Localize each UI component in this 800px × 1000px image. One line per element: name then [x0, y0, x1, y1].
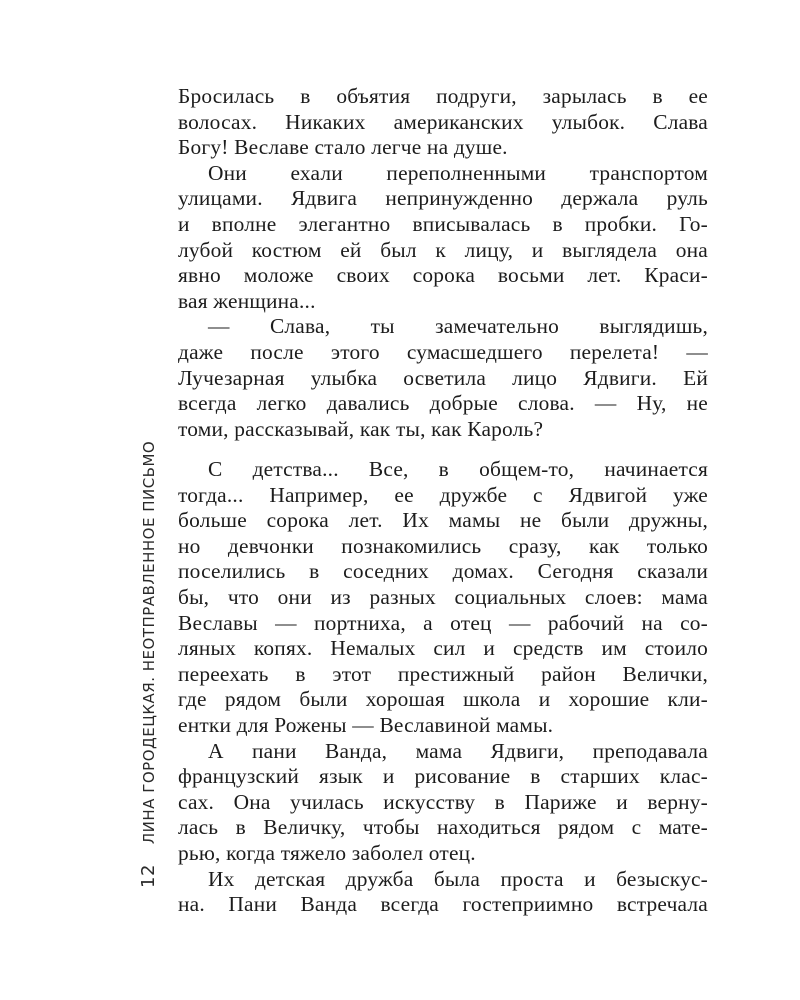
text-block-1: [178, 84, 708, 442]
text-line: поселились в соседних домах. Сегодня сказали: [178, 559, 708, 584]
text-line: вая женщина...: [178, 288, 316, 313]
text-line: где рядом были хорошая школа и хорошие кли-: [178, 687, 708, 712]
text-line: Богу! Веславе стало легче на душе.: [178, 135, 508, 160]
text-line: лубой костюм ей был к лицу, и выглядела она: [178, 237, 708, 262]
text-line: рью, когда тяжело заболел отец.: [178, 840, 476, 865]
text-line: Лучезарная улыбка осветила лицо Ядвиги. Ей: [178, 365, 708, 390]
text-line: всегда легко давались добрые слова. — Ну, не: [178, 391, 708, 416]
text-line: ляных копях. Немалых сил и средств им стоило: [178, 636, 708, 661]
text-line: лась в Величку, чтобы находиться рядом с мате-: [178, 815, 708, 840]
text-line: — Слава, ты замечательно выглядишь,: [208, 314, 708, 339]
text-line: Бросилась в объятия подруги, зарылась в ее: [178, 84, 708, 108]
text-line: тогда... Например, ее дружбе с Ядвигой уже: [178, 482, 708, 507]
text-line: Веславы — портниха, а отец — рабочий на со-: [178, 610, 708, 635]
text-line: ентки для Рожены — Веславиной мамы.: [178, 712, 554, 737]
text-line: томи, рассказывай, как ты, как Кароль?: [178, 416, 544, 441]
text-line: даже после этого сумасшедшего перелета! —: [178, 339, 708, 364]
text-line: бы, что они из разных социальных слоев: мама: [178, 584, 708, 609]
text-line: и вполне элегантно вписывалась в пробки. Го-: [178, 211, 708, 236]
text-line: Их детская дружба была проста и безыскус-: [208, 866, 708, 891]
text-line: но девчонки познакомились сразу, как только: [178, 533, 708, 558]
text-line: переехать в этот престижный район Велички,: [178, 661, 708, 686]
text-line: А пани Ванда, мама Ядвиги, преподавала: [208, 738, 708, 763]
text-line: явно моложе своих сорока восьми лет. Краси-: [178, 263, 708, 288]
text-line: Они ехали переполненными транспортом: [208, 160, 708, 185]
text-line: улицами. Ядвига непринужденно держала руль: [178, 186, 708, 211]
text-line: С детства... Все, в общем-то, начинается: [208, 457, 708, 481]
page-number: 12: [138, 864, 159, 888]
text-line: французский язык и рисование в старших клас-: [178, 764, 708, 789]
text-line: больше сорока лет. Их мамы не были дружны,: [178, 508, 708, 533]
running-head: [138, 441, 159, 888]
text-block-2: [178, 457, 708, 918]
running-head-title: ЛИНА ГОРОДЕЦКАЯ. НЕОТПРАВЛЕННОЕ ПИСЬМО: [140, 440, 158, 845]
text-line: на. Пани Ванда всегда гостеприимно встречала: [178, 892, 708, 917]
text-line: волосах. Никаких американских улыбок. Слава: [178, 109, 708, 134]
text-line: сах. Она училась искусству в Париже и верну-: [178, 789, 708, 814]
